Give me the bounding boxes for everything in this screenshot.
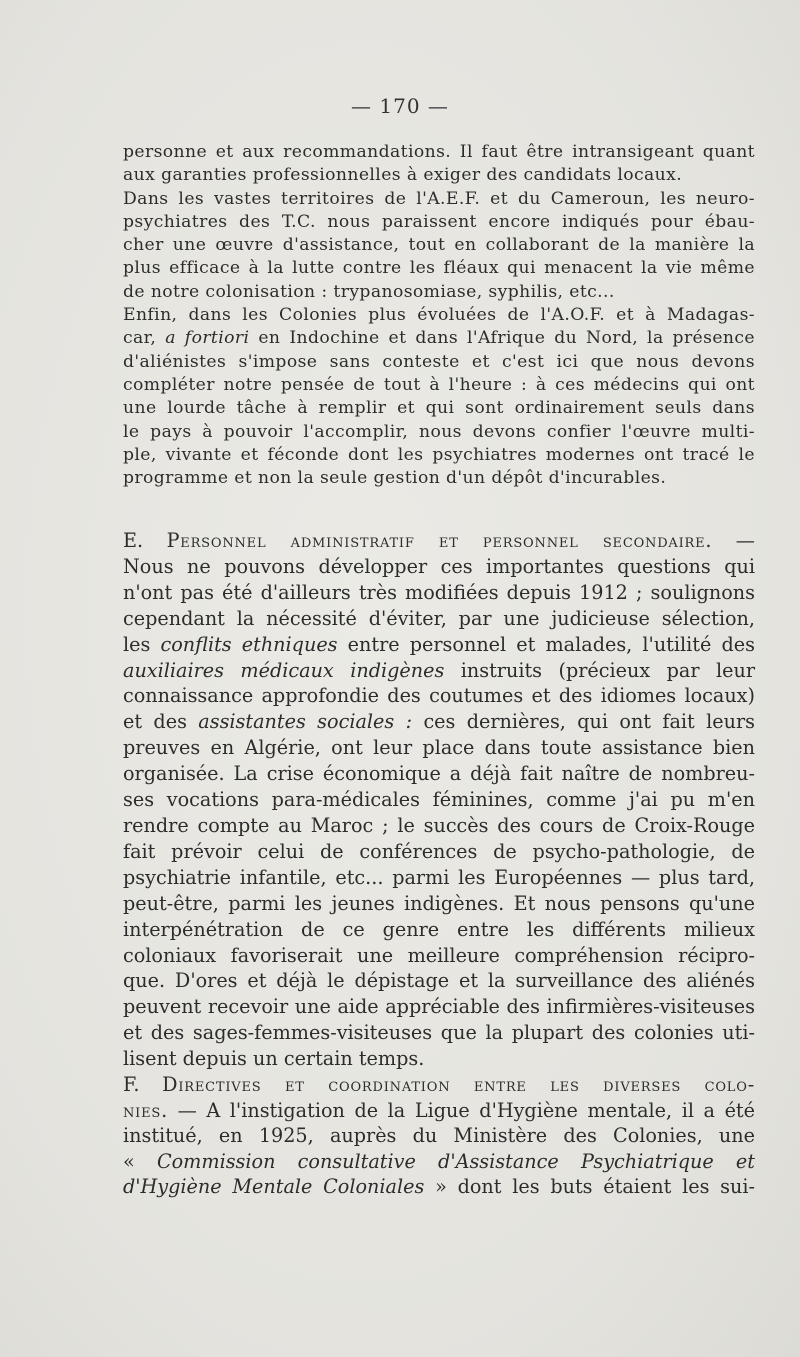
text-line: nies. — A l'instigation de la Ligue d'Hygiène mentale, il a été xyxy=(123,1098,755,1122)
text-line: Dans les vastes territoires de l'A.E.F. et du Cameroun, les neuro- xyxy=(123,188,755,209)
text-line: une lourde tâche à remplir et qui sont ordinairement seuls dans xyxy=(123,398,755,419)
section-title: Directives et coordination entre les diverses colo- xyxy=(162,1073,755,1096)
text-line: de notre colonisation : trypanosomiase, syphilis, etc... xyxy=(123,281,615,302)
text-line: Nous ne pouvons développer ces importantes questions qui xyxy=(123,554,755,578)
text-line: cher une œuvre d'assistance, tout en collaborant de la manière la xyxy=(123,235,755,256)
text-line: lisent depuis un certain temps. xyxy=(123,1047,425,1071)
text-line: « Commission consultative d'Assistance Psychiatrique et xyxy=(123,1149,756,1173)
section-letter: E. xyxy=(123,529,144,552)
text-line: compléter notre pensée de tout à l'heure : à ces médecins qui ont xyxy=(123,374,755,395)
text-line: interpénétration de ce genre entre les différents milieux xyxy=(123,917,755,941)
text-line: Enfin, dans les Colonies plus évoluées de l'A.O.F. et à Madagas- xyxy=(123,305,755,326)
text-line: preuves en Algérie, ont leur place dans toute assistance bien xyxy=(123,736,755,760)
section-f-heading xyxy=(123,1072,755,1098)
text-line: ses vocations para-médicales féminines, comme j'ai pu m'en xyxy=(123,788,755,812)
text-line: ple, vivante et féconde dont les psychiatres modernes ont tracé le xyxy=(123,444,755,465)
section-e xyxy=(123,528,755,1072)
text-line: les conflits ethniques entre personnel et malades, l'utilité des xyxy=(123,632,755,656)
text-line: organisée. La crise économique a déjà fait naître de nombreu- xyxy=(123,762,755,786)
text-line: psychiatres des T.C. nous paraissent encore indiqués pour ébau- xyxy=(123,211,755,232)
text-line: institué, en 1925, auprès du Ministère des Colonies, une xyxy=(123,1124,755,1148)
text-line: coloniaux favoriserait une meilleure compréhension récipro- xyxy=(123,943,755,967)
text-line: personne et aux recommandations. Il faut être intransigeant quant xyxy=(123,142,755,162)
section-letter: F. xyxy=(123,1073,140,1096)
text-line: que. D'ores et déjà le dépistage et la surveillance des aliénés xyxy=(123,969,755,993)
text-line: connaissance approfondie des coutumes et des idiomes locaux) xyxy=(123,684,755,708)
text-line: fait prévoir celui de conférences de psycho-pathologie, de xyxy=(123,839,755,863)
intro-paragraphs xyxy=(123,141,755,490)
text-line: rendre compte au Maroc ; le succès des cours de Croix-Rouge xyxy=(123,813,755,837)
text-line: d'Hygiène Mentale Coloniales » dont les buts étaient les sui- xyxy=(123,1175,755,1199)
section-title: Personnel administratif et personnel secondaire. xyxy=(166,529,713,552)
text-line: psychiatrie infantile, etc... parmi les Européennes — plus tard, xyxy=(123,865,755,889)
text-line: d'aliénistes s'impose sans conteste et c'est ici que nous devons xyxy=(123,351,755,372)
section-e-heading: E. Personnel administratif et personnel secondaire. — xyxy=(123,529,755,552)
text-line: n'ont pas été d'ailleurs très modifiées depuis 1912 ; soulignons xyxy=(123,580,755,604)
text-line: plus efficace à la lutte contre les fléaux qui menacent la vie même xyxy=(123,258,755,279)
text-line: et des assistantes sociales : ces dernières, qui ont fait leurs xyxy=(123,710,755,734)
text-line: et des sages-femmes-visiteuses que la plupart des colonies uti- xyxy=(123,1021,755,1045)
text-line: cependant la nécessité d'éviter, par une judicieuse sélection, xyxy=(123,606,755,630)
section-f xyxy=(123,1072,755,1200)
text-line: peuvent recevoir une aide appréciable des infirmières-visiteuses xyxy=(123,995,755,1019)
page-number: — 170 — xyxy=(351,94,449,118)
text-line: programme et non la seule gestion d'un dépôt d'incurables. xyxy=(123,468,667,489)
text-line: aux garanties professionnelles à exiger des candidats locaux. xyxy=(123,165,683,186)
text-line: le pays à pouvoir l'accomplir, nous devons confier l'œuvre multi- xyxy=(123,421,755,442)
text-line: car, a fortiori en Indochine et dans l'Afrique du Nord, la présence xyxy=(123,328,755,349)
text-line: peut-être, parmi les jeunes indigènes. Et nous pensons qu'une xyxy=(123,891,755,915)
text-line: auxiliaires médicaux indigènes instruits (précieux par leur xyxy=(123,658,755,682)
